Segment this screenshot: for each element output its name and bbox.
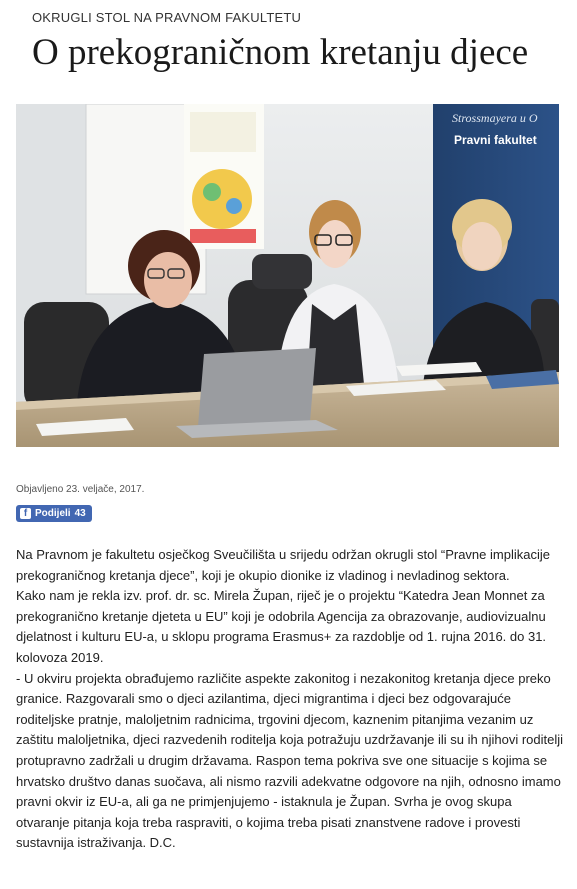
share-count: 43 (74, 508, 86, 519)
banner-text-line1: Strossmayera u O (452, 111, 538, 125)
facebook-share-button[interactable] (16, 505, 92, 522)
article-title: O prekograničnom kretanju djece (32, 32, 529, 73)
article-paragraph: Na Pravnom je fakultetu osječkog Sveučilišta u srijedu održan okrugli stol “Pravne implikacije prekograničnog kretanja djece”, koji je okupio dionike iz vladinog i nevladinog sektora. (16, 547, 550, 583)
article-paragraph: - U okviru projekta obrađujemo različite aspekte zakonitog i nezakonitog kretanja djece preko granice. Razgovarali smo o djeci azilantima, djeci migrantima i djeci bez odgovarajuće roditeljske pratnje, maloljetnim radnicima, trgovini djecom, kaznenim pitanjima vezanim uz zaštitu maloljetnika, djeci razvedenih roditelja koja potražuju uzdržavanje ili su ih njihovi roditelji protupravno zadržali u drugim državama. Raspon tema pokriva sve one situacije s kojima se hrvatsko društvo danas suočava, ali nismo razvili adekvatne odgovore na njih, odnosno imamo pravni okvir iz EU-a, ali ga ne primjenjujemo - istaknula je Župan. Svrha je ovog skupa otvaranje pitanja koja treba raspraviti, o kojima treba pisati znanstvene radove i provesti sustavnija istraživanja. D.C. (16, 670, 564, 851)
banner-text-line2: Pravni fakultet (454, 133, 537, 147)
article-body (16, 545, 564, 854)
article-photo (16, 104, 559, 447)
article-kicker: OKRUGLI STOL NA PRAVNOM FAKULTETU (32, 10, 302, 25)
article-paragraph: Kako nam je rekla izv. prof. dr. sc. Mirela Župan, riječ je o projektu “Katedra Jean Monnet za prekogranično kretanje djeteta u EU” koji je odobrila Agencija za obrazovanje, audiovizualnu djelatnost i kulturu EU-a, u sklopu programa Erasmus+ za razdoblje od 1. rujna 2016. do 31. kolovoza 2019. (16, 588, 547, 665)
published-date: Objavljeno 23. veljače, 2017. (16, 484, 145, 495)
share-label: Podijeli (35, 508, 71, 519)
facebook-icon: f (20, 508, 31, 519)
